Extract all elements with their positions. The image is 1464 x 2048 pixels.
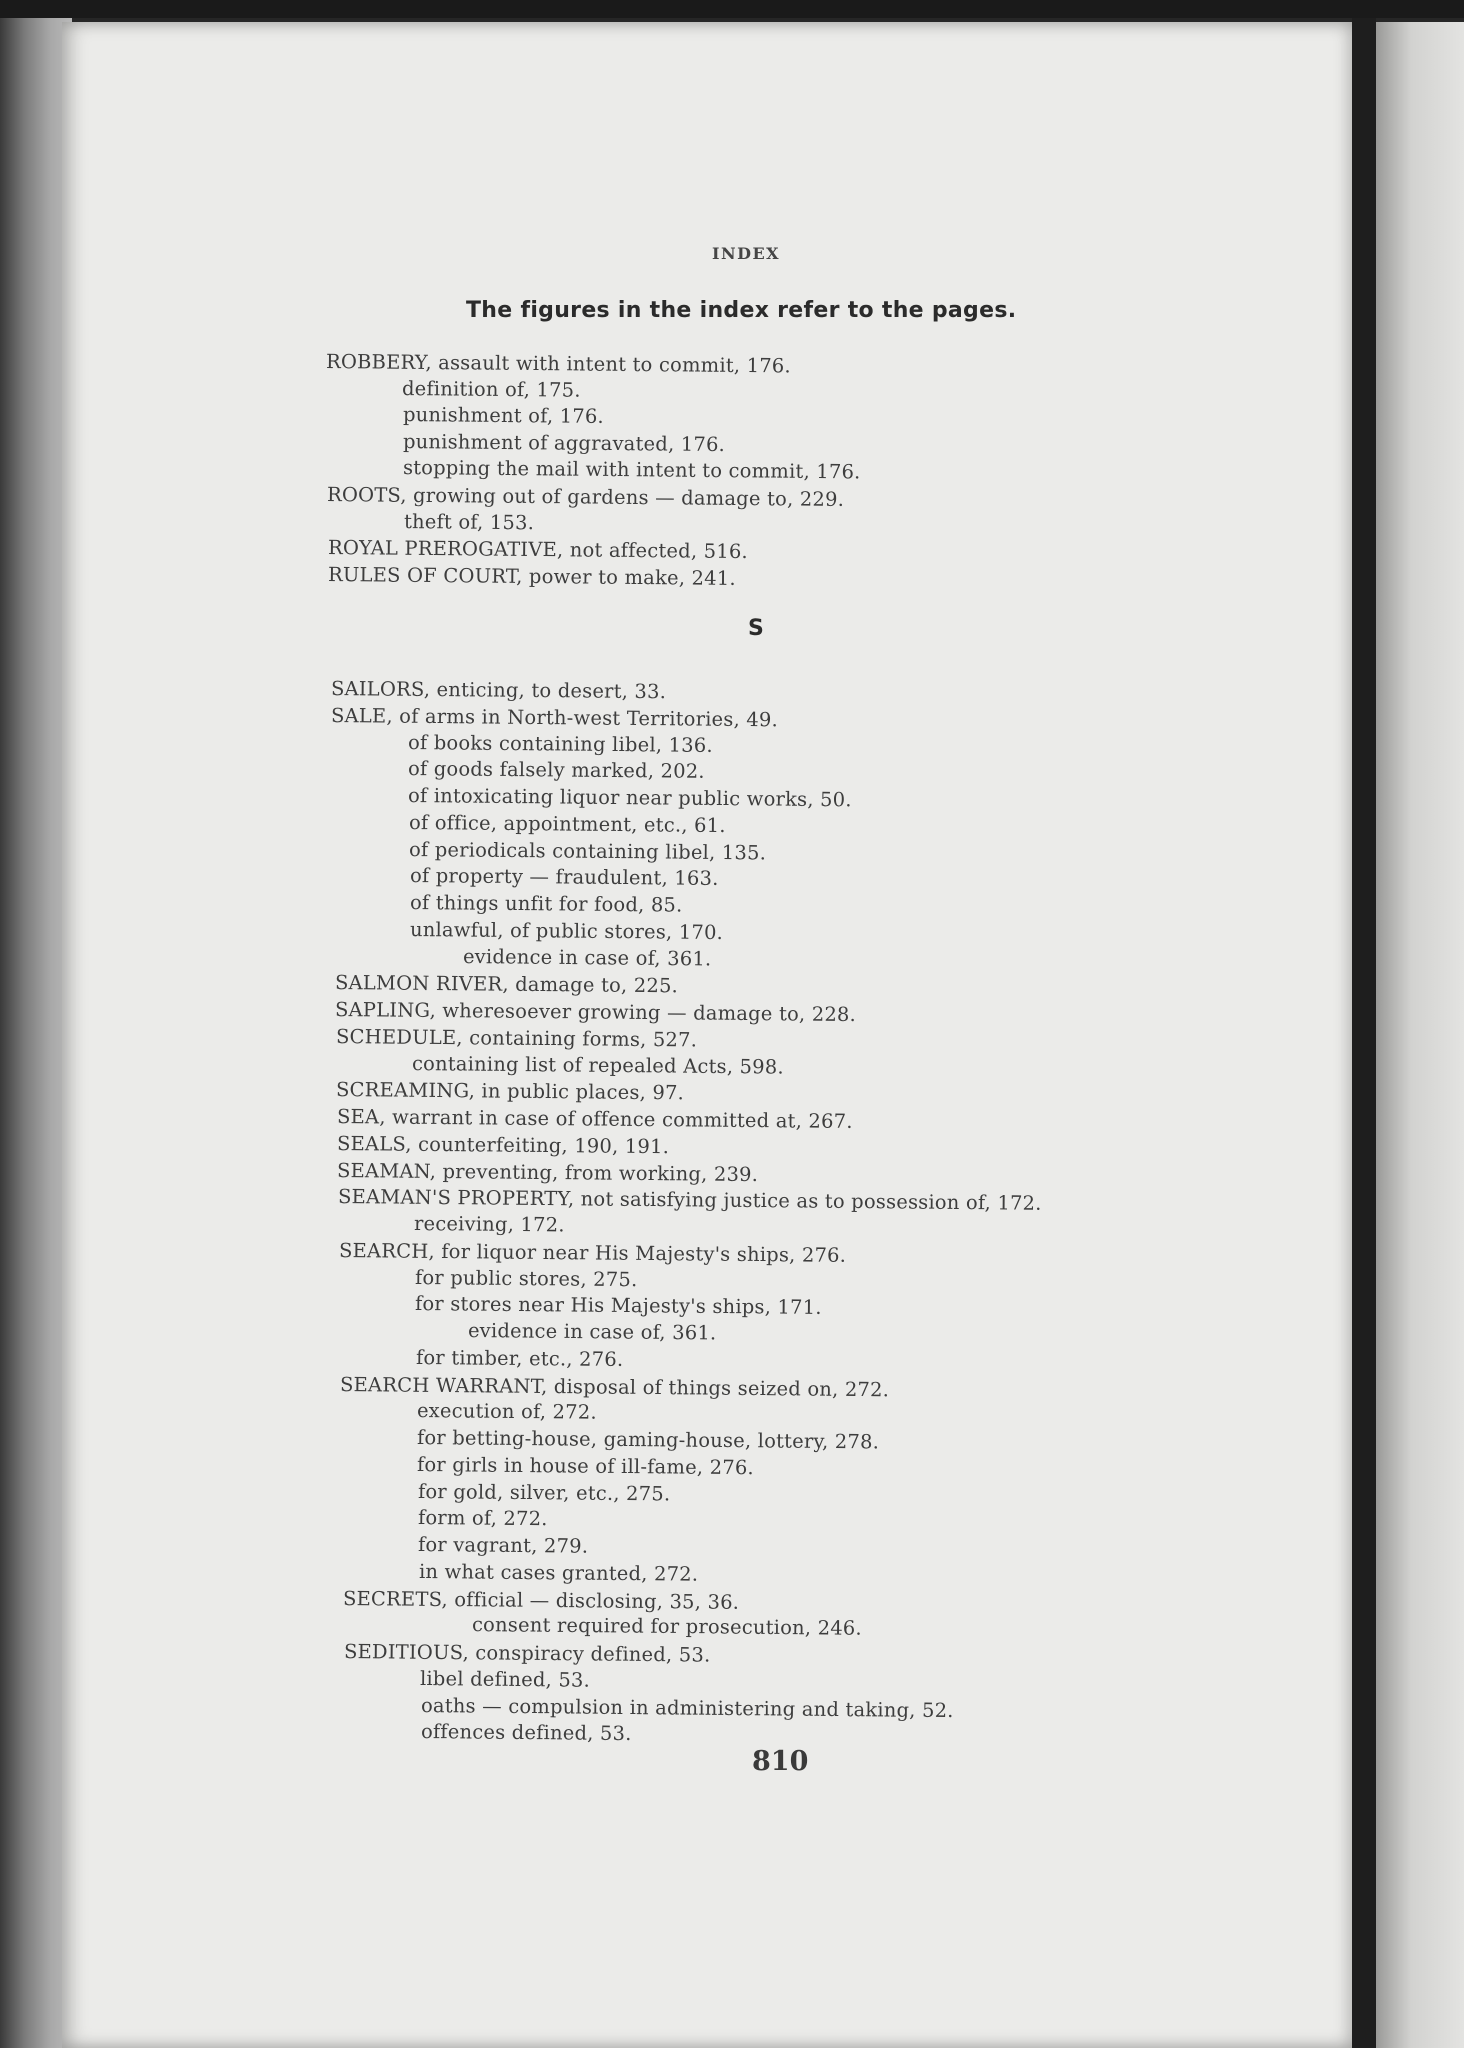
index-subtitle: The figures in the index refer to the pages. [466,298,1017,323]
index-entry: for betting-house, gaming-house, lottery, 278. [416,1426,880,1454]
index-entry: execution of, 272. [416,1399,597,1424]
index-entry: SEARCH, for liquor near His Majesty's ships, 276. [338,1238,846,1267]
facing-page-edge [1376,22,1464,2048]
index-entry: offences defined, 53. [420,1720,632,1746]
index-entry: SAPLING, wheresoever growing — damage to, 228. [335,998,857,1027]
index-entry: theft of, 153. [403,509,534,534]
index-entry: for timber, etc., 276. [415,1345,624,1371]
index-entry: stopping the mail with intent to commit, 176. [402,456,861,484]
running-head: INDEX [712,244,781,263]
index-entry: evidence in case of, 361. [467,1319,717,1345]
scan-top-edge [0,0,1464,18]
index-entry: SECRETS, official — disclosing, 35, 36. [343,1586,740,1614]
index-entry: definition of, 175. [402,376,582,402]
index-entry: of books containing libel, 136. [407,730,713,757]
page-number: 810 [752,1746,809,1777]
index-entry: SALMON RIVER, damage to, 225. [334,971,679,998]
index-entry: of intoxicating liquor near public works, 50. [408,784,853,812]
section-letter: S [748,616,764,641]
index-entry: of goods falsely marked, 202. [407,757,705,784]
index-entry: SEAMAN, preventing, from working, 239. [337,1158,759,1186]
index-entry: for vagrant, 279. [418,1533,589,1558]
index-entry: oaths — compulsion in administering and taking, 52. [420,1693,954,1722]
index-entry: libel defined, 53. [420,1666,591,1692]
index-entry: for gold, silver, etc., 275. [417,1479,671,1505]
index-entry: of things unfit for food, 85. [409,891,683,917]
index-entry: RULES OF COURT, power to make, 241. [327,562,736,590]
index-entry: SALE, of arms in North-west Territories, 49. [331,703,779,732]
index-entry: SAILORS, enticing, to desert, 33. [330,677,667,704]
index-entry: punishment of, 176. [402,403,604,429]
index-entry: SEA, warrant in case of offence committed at, 267. [336,1105,853,1133]
index-entry: ROOTS, growing out of gardens — damage to, 229. [327,483,845,511]
index-entry: ROYAL PREROGATIVE, not affected, 516. [327,536,748,564]
index-entry: in what cases granted, 272. [418,1559,699,1586]
index-entry: of property — fraudulent, 163. [409,864,719,891]
index-entry: receiving, 172. [414,1212,565,1237]
book-page [62,22,1352,2048]
index-entry: for girls in house of ill-fame, 276. [417,1452,755,1479]
index-entry: for stores near His Majesty's ships, 171. [415,1292,823,1320]
index-entry: punishment of aggravated, 176. [402,429,725,456]
index-entry: SEARCH WARRANT, disposal of things seized on, 272. [340,1372,890,1401]
index-entry: containing list of repealed Acts, 598. [411,1051,784,1079]
index-entry: SEAMAN'S PROPERTY, not satisfying justice as to possession of, 172. [337,1185,1042,1216]
index-entry: SCHEDULE, containing forms, 527. [335,1024,697,1052]
index-entry: of periodicals containing libel, 135. [409,837,767,864]
book-gutter [1352,18,1376,2048]
index-entry: ROBBERY, assault with intent to commit, 176. [325,350,791,378]
index-entry: SCREAMING, in public places, 97. [336,1078,685,1105]
index-entry: evidence in case of, 361. [462,944,712,970]
index-entry: form of, 272. [418,1506,548,1531]
index-entry: SEALS, counterfeiting, 190, 191. [336,1131,670,1158]
index-entry: for public stores, 275. [414,1265,638,1291]
index-entry: consent required for prosecution, 246. [471,1613,862,1640]
index-entry: SEDITIOUS, conspiracy defined, 53. [343,1640,711,1667]
index-entry: of office, appointment, etc., 61. [408,810,726,837]
index-entry: unlawful, of public stores, 170. [410,917,724,944]
